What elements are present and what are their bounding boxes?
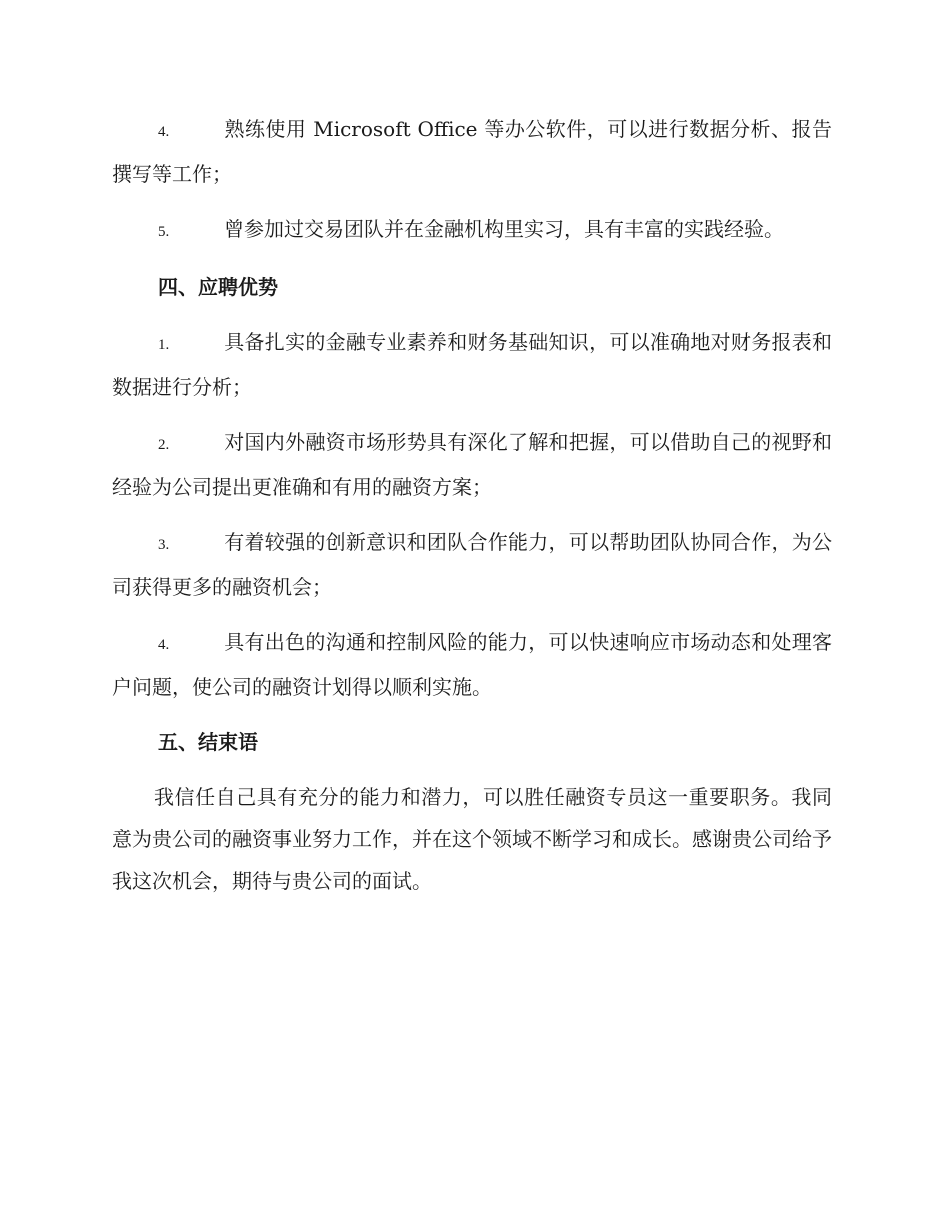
section-heading-conclusion: 五、结束语 — [158, 730, 258, 754]
closing-paragraph: 我信任自己具有充分的能力和潜力，可以胜任融资专员这一重要职务。我同意为贵公司的融资事业努力工作，并在这个领域不断学习和成长。感谢贵公司给予我这次机会，期待与贵公司的面试。 — [112, 785, 832, 893]
section-heading-advantages: 四、应聘优势 — [158, 275, 278, 299]
list-text: 具有出色的沟通和控制风险的能力，可以快速响应市场动态和处理客户问题，使公司的融资计划得以顺利实施。 — [112, 630, 832, 699]
list-item — [112, 521, 832, 608]
list-text: 有着较强的创新意识和团队合作能力，可以帮助团队协同合作，为公司获得更多的融资机会； — [112, 530, 832, 599]
list-item — [112, 208, 832, 253]
list-number: 4. — [158, 124, 170, 140]
list-text: 对国内外融资市场形势具有深化了解和把握，可以借助自己的视野和经验为公司提出更准确和有用的融资方案； — [112, 430, 832, 499]
list-number: 5. — [158, 224, 170, 240]
list-item — [112, 621, 832, 708]
list-item — [112, 108, 832, 195]
list-item — [112, 321, 832, 408]
list-number: 4. — [158, 637, 170, 653]
list-number: 2. — [158, 437, 170, 453]
list-text: 具备扎实的金融专业素养和财务基础知识，可以准确地对财务报表和数据进行分析； — [112, 330, 832, 399]
list-item — [112, 421, 832, 508]
list-number: 3. — [158, 537, 170, 553]
list-text: 曾参加过交易团队并在金融机构里实习，具有丰富的实践经验。 — [224, 217, 784, 241]
list-number: 1. — [158, 337, 170, 353]
document-page — [112, 108, 832, 902]
list-text: 熟练使用 Microsoft Office 等办公软件，可以进行数据分析、报告撰写等工作； — [112, 117, 832, 186]
